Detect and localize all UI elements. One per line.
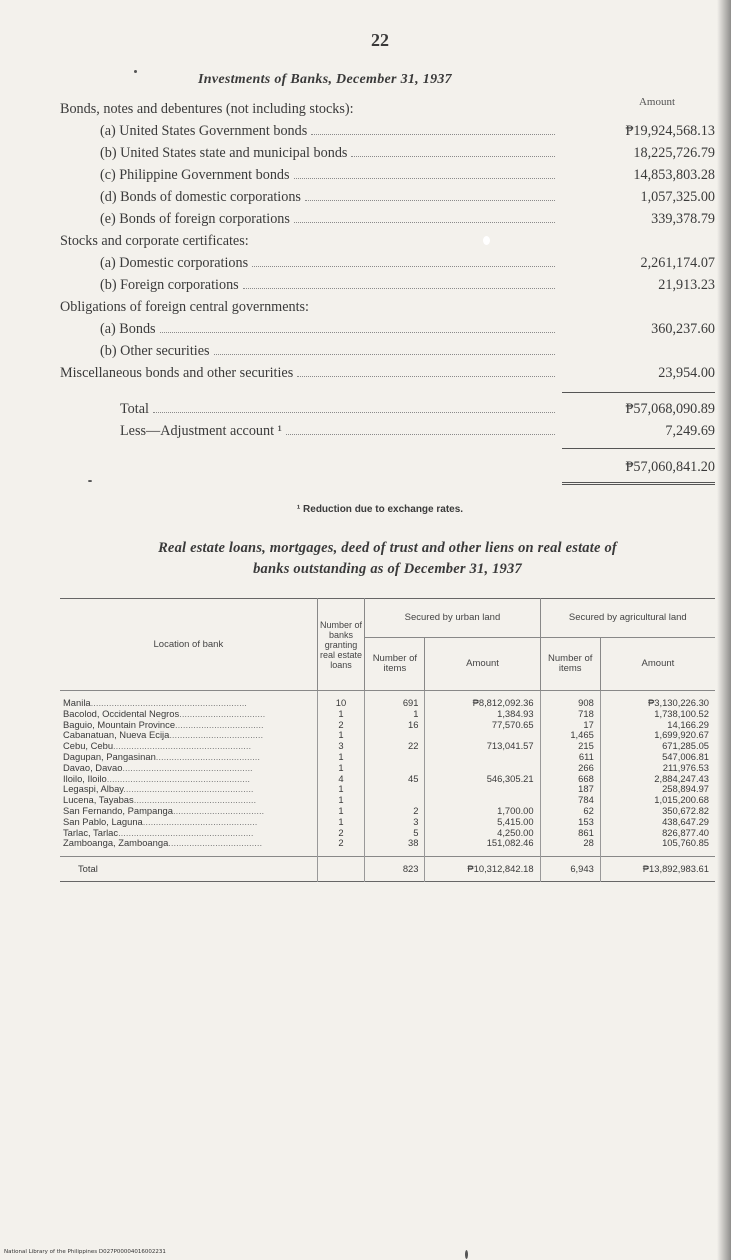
loan-urban-items-text: 38 — [408, 837, 419, 849]
investment-amount: 339,378.79 — [651, 211, 715, 227]
investment-row — [60, 120, 715, 142]
loan-urban-amount-text: 546,305.21 — [486, 772, 534, 784]
loan-urban-items-text: 3 — [413, 815, 419, 827]
loans-title-line1: Real estate loans, mortgages, deed of trust and other liens on real estate of — [158, 540, 617, 556]
loan-agri-items-text: 62 — [583, 804, 594, 816]
scan-speck — [483, 236, 490, 245]
header-number-banks: Number of banks granting real estate loans — [317, 599, 365, 691]
header-urban-amount: Amount — [425, 638, 540, 691]
investments-table — [60, 98, 715, 488]
loan-bank-count-text: 2 — [338, 837, 344, 849]
investment-amount: 23,954.00 — [658, 365, 715, 381]
investment-row — [60, 186, 715, 208]
loan-agri-amount — [600, 691, 715, 709]
loan-agri-items-text: 1,465 — [570, 729, 594, 741]
loan-agri-amount-text: 826,877.40 — [662, 826, 709, 838]
amount-column-header: Amount — [638, 96, 675, 108]
header-agricultural: Secured by agricultural land — [540, 599, 715, 638]
dot-leader — [305, 200, 555, 201]
investment-label: (a) Domestic corporations — [100, 255, 249, 271]
loan-urban-items — [365, 752, 425, 763]
loan-location-text: Manila — [63, 697, 91, 708]
loan-agri-items-text: 861 — [578, 826, 594, 838]
loan-location: Iloilo, Iloilo....................................................... — [60, 774, 317, 785]
investment-label: (b) United States state and municipal bonds — [100, 145, 348, 161]
total-loan-urban-amount — [425, 857, 540, 882]
footnote: ¹ Reduction due to exchange rates. — [296, 504, 464, 515]
loan-agri-items-text: 187 — [578, 783, 594, 795]
dot-leader — [214, 354, 555, 355]
loan-location-text: Cebu, Cebu — [63, 740, 114, 752]
loan-location-text: Zamboanga, Zamboanga — [63, 837, 169, 849]
loan-urban-items — [365, 741, 425, 752]
loan-urban-amount — [425, 752, 540, 763]
table-row — [60, 763, 715, 774]
loan-location: Zamboanga, Zamboanga.................................... — [60, 838, 317, 856]
loan-bank-count-text: 1 — [338, 761, 344, 773]
loan-agri-amount-text: 14,166.29 — [667, 718, 709, 730]
table-total-row — [60, 857, 715, 882]
loan-agri-amount-text: 1,699,920.67 — [654, 729, 709, 741]
loan-agri-items-text: 784 — [578, 794, 594, 806]
scan-note: National Library of the Philippines D027P00004016002231 — [4, 1249, 166, 1255]
scan-edge-shadow — [717, 0, 731, 1260]
page-number: 22 — [371, 30, 389, 50]
loan-location-text: Bacolod, Occidental Negros — [63, 707, 180, 719]
loan-urban-amount-text: 1,700.00 — [497, 804, 534, 816]
investment-label: (c) Philippine Government bonds — [100, 167, 290, 183]
loan-urban-amount — [425, 691, 540, 709]
loan-bank-count-text: 1 — [338, 707, 344, 719]
sum-rule — [562, 448, 715, 449]
loan-location-text: Tarlac, Tarlac — [63, 826, 119, 838]
total-label: Total — [120, 401, 149, 417]
loan-bank-count-text: 1 — [338, 750, 344, 762]
net-amount: ₱57,060,841.20 — [625, 459, 715, 475]
loans-table — [60, 598, 715, 882]
loan-urban-amount — [425, 784, 540, 795]
loan-urban-amount — [425, 720, 540, 731]
loan-location-text: San Pablo, Laguna — [63, 815, 143, 827]
investment-amount: 14,853,803.28 — [633, 167, 715, 183]
header-agri-amount: Amount — [600, 638, 715, 691]
loan-agri-items-text: 611 — [578, 750, 594, 762]
loan-bank-count-text: 3 — [338, 740, 344, 752]
loan-agri-amount-text: 1,738,100.52 — [654, 707, 709, 719]
loan-bank-count — [317, 691, 365, 709]
investment-row — [60, 230, 715, 252]
dot-leader — [297, 376, 555, 377]
investment-label: Obligations of foreign central governments: — [60, 299, 310, 315]
total-amount: ₱57,068,090.89 — [625, 401, 715, 417]
header-urban-items: Number of items — [365, 638, 425, 691]
total-loan-agri-amount-text: ₱13,892,983.61 — [642, 863, 709, 875]
loan-urban-items-text: 2 — [413, 804, 419, 816]
loan-agri-amount-text: 211,976.53 — [662, 761, 709, 773]
loan-location-text: San Fernando, Pampanga — [63, 804, 173, 816]
loan-agri-amount-text: 1,015,200.68 — [654, 794, 709, 806]
loan-agri-amount-text: 547,006.81 — [662, 750, 709, 762]
loan-urban-amount — [425, 774, 540, 785]
total-loan-location-text: Total — [78, 863, 98, 875]
investment-label: Bonds, notes and debentures (not including stocks): — [60, 101, 354, 117]
investment-row — [60, 208, 715, 230]
loan-location-text: Baguio, Mountain Province — [63, 718, 176, 730]
loan-urban-amount — [425, 741, 540, 752]
loans-title-line2: banks outstanding as of December 31, 1937 — [253, 561, 522, 577]
loan-agri-amount-text: 258,894.97 — [662, 783, 709, 795]
investments-title: Investments of Banks, December 31, 1937 — [198, 72, 452, 87]
investment-label: Stocks and corporate certificates: — [60, 233, 249, 249]
header-location: Location of bank — [60, 599, 317, 691]
loan-bank-count-text: 1 — [338, 783, 344, 795]
loan-bank-count-text: 1 — [338, 815, 344, 827]
investment-row — [60, 296, 715, 318]
less-label: Less—Adjustment account ¹ — [120, 423, 282, 439]
table-row — [60, 691, 715, 709]
investment-label: Miscellaneous bonds and other securities — [60, 365, 294, 381]
loan-urban-items-text: 45 — [408, 772, 419, 784]
loan-location-text: Davao, Davao — [63, 761, 123, 773]
dot-leader — [311, 134, 555, 135]
loan-urban-amount-text: 4,250.00 — [497, 826, 534, 838]
loan-location-text: Iloilo, Iloilo — [63, 772, 107, 784]
loan-location: Davao, Davao.................................................. — [60, 763, 317, 774]
loan-agri-items-text: 266 — [578, 761, 594, 773]
loan-agri-amount — [600, 838, 715, 856]
total-loan-location — [60, 857, 317, 882]
loan-agri-items-text: 153 — [578, 815, 594, 827]
header-urban: Secured by urban land — [365, 599, 540, 638]
investment-amount: ₱19,924,568.13 — [625, 123, 715, 139]
loan-agri-amount-text: 350,672.82 — [662, 804, 709, 816]
investment-amount: 2,261,174.07 — [640, 255, 715, 271]
total-loan-urban-amount-text: ₱10,312,842.18 — [467, 863, 534, 875]
total-loan-urban-items — [365, 857, 425, 882]
dot-leader — [160, 332, 555, 333]
scan-speck — [134, 70, 137, 73]
loan-location: Tarlac, Tarlac.................................................... — [60, 828, 317, 839]
dot-leader — [252, 266, 555, 267]
total-row — [60, 398, 715, 420]
investment-row — [60, 142, 715, 164]
loan-urban-items-text: 1 — [413, 707, 419, 719]
loan-location: Manila............................................................ — [60, 691, 317, 709]
table-row — [60, 817, 715, 828]
loans-title — [60, 538, 715, 580]
dot-leader — [243, 288, 555, 289]
loan-location: Cabanatuan, Nueva Ecija.................................... — [60, 730, 317, 741]
less-amount: 7,249.69 — [665, 423, 715, 439]
loan-agri-items-text: 908 — [578, 697, 594, 708]
sum-rule — [562, 392, 715, 393]
loan-urban-items-text: 5 — [413, 826, 419, 838]
total-loan-bank-count — [317, 857, 365, 882]
loan-urban-amount-text: 5,415.00 — [497, 815, 534, 827]
loan-agri-amount-text: ₱3,130,226.30 — [648, 697, 709, 708]
investment-row — [60, 274, 715, 296]
dot-leader — [351, 156, 555, 157]
loan-urban-items-text: 691 — [402, 697, 419, 708]
total-loan-urban-items-text: 823 — [402, 863, 419, 875]
loan-agri-items-text: 718 — [578, 707, 594, 719]
loan-location-text: Legaspi, Albay — [63, 783, 124, 795]
loan-agri-amount-text: 105,760.85 — [662, 837, 709, 849]
table-row — [60, 838, 715, 856]
loan-location-text: Lucena, Tayabas — [63, 794, 134, 806]
loan-location: San Pablo, Laguna............................................ — [60, 817, 317, 828]
loan-agri-items-text: 668 — [578, 772, 594, 784]
loan-urban-items — [365, 691, 425, 709]
investment-label: (a) United States Government bonds — [100, 123, 308, 139]
investment-amount: 18,225,726.79 — [633, 145, 715, 161]
dot-leader — [153, 412, 555, 413]
loan-agri-items — [540, 691, 600, 709]
investment-row — [60, 164, 715, 186]
investment-label: (b) Foreign corporations — [100, 277, 239, 293]
loan-urban-items — [365, 720, 425, 731]
loan-urban-items — [365, 838, 425, 856]
investment-row — [60, 252, 715, 274]
loan-location: Bacolod, Occidental Negros................................. — [60, 709, 317, 720]
loan-agri-amount-text: 438,647.29 — [662, 815, 709, 827]
total-loan-agri-items-text: 6,943 — [570, 863, 594, 875]
investment-amount: 21,913.23 — [658, 277, 715, 293]
loan-location: Baguio, Mountain Province.................................. — [60, 720, 317, 731]
loan-location-text: Cabanatuan, Nueva Ecija — [63, 729, 170, 741]
loan-urban-amount-text: 1,384.93 — [497, 707, 534, 719]
scan-speck — [465, 1250, 468, 1259]
loan-urban-items-text: 22 — [408, 740, 419, 752]
investment-label: (a) Bonds — [100, 321, 156, 337]
dot-leader — [294, 222, 555, 223]
loan-urban-amount-text: 77,570.65 — [491, 718, 534, 730]
loan-urban-amount-text: 151,082.46 — [486, 837, 534, 849]
loan-location: San Fernando, Pampanga................................... — [60, 806, 317, 817]
loan-location: Lucena, Tayabas............................................... — [60, 795, 317, 806]
header-agri-items: Number of items — [540, 638, 600, 691]
loan-agri-items-text: 28 — [583, 837, 594, 849]
investment-row — [60, 362, 715, 384]
investment-row — [60, 340, 715, 362]
loan-bank-count-text: 1 — [338, 794, 344, 806]
loan-urban-items — [365, 774, 425, 785]
dot-leader — [286, 434, 555, 435]
investment-row — [60, 98, 715, 120]
loan-urban-items-text: 16 — [408, 718, 419, 730]
loan-agri-amount-text: 671,285.05 — [662, 740, 709, 752]
loan-location: Cebu, Cebu..................................................... — [60, 741, 317, 752]
loan-bank-count — [317, 838, 365, 856]
loan-urban-amount-text: ₱8,812,092.36 — [472, 697, 534, 708]
total-loan-agri-items — [540, 857, 600, 882]
loan-agri-items-text: 17 — [583, 718, 594, 730]
scan-speck — [88, 480, 92, 482]
less-row — [60, 420, 715, 442]
loan-bank-count-text: 2 — [338, 718, 344, 730]
loan-location: Dagupan, Pangasinan........................................ — [60, 752, 317, 763]
loan-bank-count-text: 1 — [338, 729, 344, 741]
loan-urban-amount-text: 713,041.57 — [486, 740, 534, 752]
double-rule — [562, 482, 715, 485]
total-loan-agri-amount — [600, 857, 715, 882]
loan-urban-items — [365, 784, 425, 795]
investment-label: (d) Bonds of domestic corporations — [100, 189, 301, 205]
loan-urban-amount — [425, 838, 540, 856]
investment-row — [60, 318, 715, 340]
loan-agri-amount-text: 2,884,247.43 — [654, 772, 709, 784]
investment-label: (e) Bonds of foreign corporations — [100, 211, 290, 227]
dot-leader — [294, 178, 555, 179]
loan-bank-count-text: 1 — [338, 804, 344, 816]
investment-amount: 360,237.60 — [651, 321, 715, 337]
loan-agri-items-text: 215 — [578, 740, 594, 752]
loan-bank-count-text: 10 — [335, 697, 347, 708]
loan-bank-count-text: 4 — [338, 772, 344, 784]
investment-amount: 1,057,325.00 — [640, 189, 715, 205]
net-row — [60, 454, 715, 480]
loan-bank-count-text: 2 — [338, 826, 344, 838]
loan-location-text: Dagupan, Pangasinan — [63, 750, 156, 762]
loan-location: Legaspi, Albay.................................................. — [60, 784, 317, 795]
investment-label: (b) Other securities — [100, 343, 210, 359]
loan-agri-items — [540, 838, 600, 856]
